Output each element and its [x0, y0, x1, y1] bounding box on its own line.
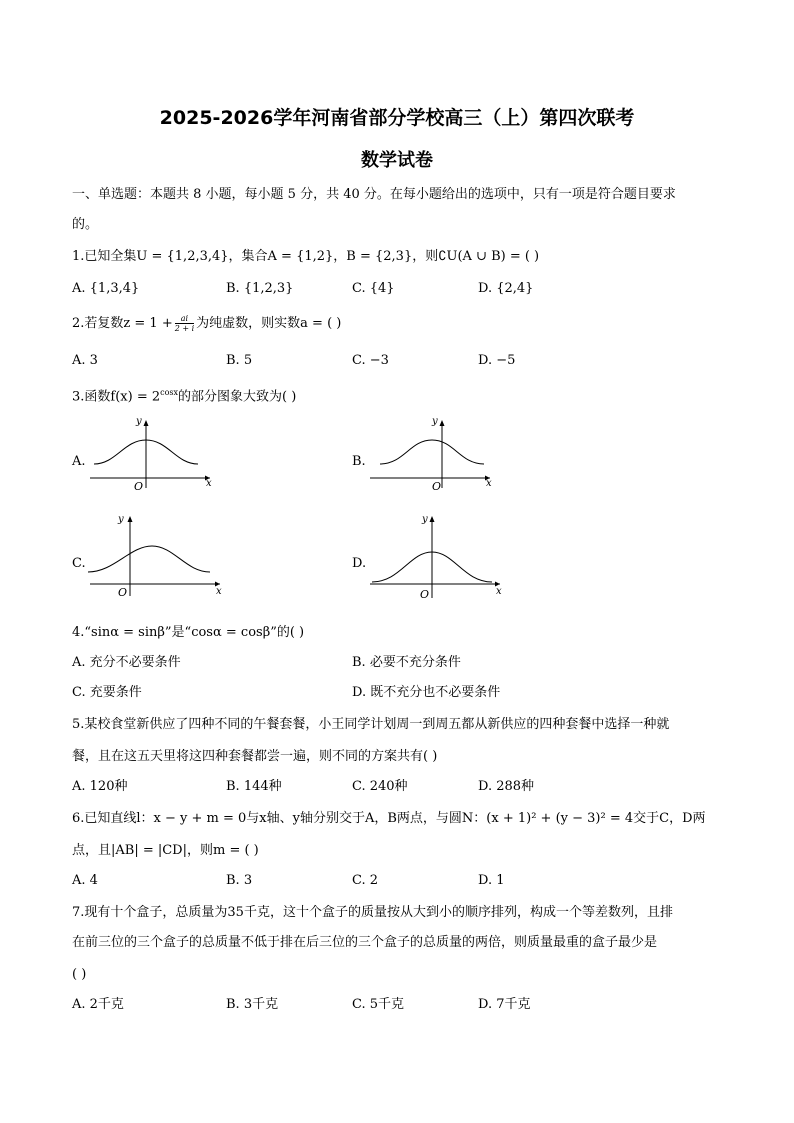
q3-option-a-label[interactable]: A. — [72, 454, 86, 469]
exam-title: 2025-2026学年河南省部分学校高三（上）第四次联考 — [159, 107, 635, 129]
q4-option-a[interactable]: A. 充分不必要条件 — [72, 655, 181, 670]
q6-option-a[interactable]: A. 4 — [72, 873, 98, 888]
q4-option-c[interactable]: C. 充要条件 — [72, 685, 142, 700]
question-7-cont: 在前三位的三个盒子的总质量不低于排在后三位的三个盒子的总质量的两倍，则质量最重的盒子最少是 — [72, 935, 658, 950]
q3-exponent: cosx — [160, 388, 179, 397]
question-4: 4.“sinα = sinβ”是“cosα = cosβ”的( ) — [72, 625, 305, 640]
q6-option-d[interactable]: D. 1 — [478, 873, 505, 888]
q3-graph-b[interactable] — [366, 412, 496, 492]
q1-option-d[interactable]: D. {2,4} — [478, 281, 534, 296]
question-6-cont: 点，且|AB| = |CD|，则m = ( ) — [72, 843, 259, 858]
q3-option-d-label[interactable]: D. — [352, 556, 367, 571]
y-axis-arrow — [430, 516, 435, 522]
q5-option-b[interactable]: B. 144种 — [226, 779, 282, 794]
q2-fraction — [175, 314, 194, 333]
question-7-blank: ( ) — [72, 967, 87, 982]
question-7: 7.现有十个盒子，总质量为35千克，这十个盒子的质量按从大到小的顺序排列，构成一个等差数列，且排 — [72, 905, 673, 920]
q7-option-a[interactable]: A. 2千克 — [72, 997, 124, 1012]
curve — [380, 440, 484, 464]
q2-suffix: 为纯虚数，则实数a = ( ) — [196, 316, 342, 331]
q5-option-d[interactable]: D. 288种 — [478, 779, 535, 794]
y-axis-arrow — [128, 516, 133, 522]
q7-option-b[interactable]: B. 3千克 — [226, 997, 279, 1012]
q6-option-c[interactable]: C. 2 — [352, 873, 379, 888]
question-1: 1.已知全集U = {1,2,3,4}，集合A = {1,2}，B = {2,3}，则∁U(A ∪ B) = ( ) — [72, 249, 540, 264]
q1-option-a[interactable]: A. {1,3,4} — [72, 281, 140, 296]
q2-frac-den: 2 + i — [174, 324, 195, 333]
y-axis-arrow — [440, 420, 445, 426]
y-axis-arrow — [144, 420, 149, 426]
q4-option-b[interactable]: B. 必要不充分条件 — [352, 655, 461, 670]
origin-label: O — [420, 588, 430, 600]
q2-prefix: 2.若复数z = 1 + — [72, 316, 173, 331]
q3-graph-c[interactable] — [86, 508, 226, 600]
origin-label: O — [134, 480, 144, 492]
q7-option-d[interactable]: D. 7千克 — [478, 997, 531, 1012]
y-label: y — [118, 514, 124, 525]
q3-option-c-label[interactable]: C. — [72, 556, 86, 571]
q5-option-a[interactable]: A. 120种 — [72, 779, 128, 794]
x-label: x — [206, 478, 212, 489]
q3-option-b-label[interactable]: B. — [352, 454, 366, 469]
q2-option-a[interactable]: A. 3 — [72, 353, 98, 368]
q2-option-b[interactable]: B. 5 — [226, 353, 253, 368]
question-3 — [72, 384, 296, 406]
question-5: 5.某校食堂新供应了四种不同的午餐套餐，小王同学计划周一到周五都从新供应的四种套餐中选择一种就 — [72, 717, 670, 732]
x-label: x — [496, 586, 502, 597]
y-label: y — [432, 416, 438, 427]
question-5-cont: 餐，且在这五天里将这四种套餐都尝一遍，则不同的方案共有( ) — [72, 749, 438, 764]
q2-frac-num: ai — [175, 314, 194, 324]
origin-label: O — [432, 480, 442, 492]
question-2 — [72, 314, 341, 333]
q2-option-d[interactable]: D. −5 — [478, 353, 516, 368]
q4-option-d[interactable]: D. 既不充分也不必要条件 — [352, 685, 501, 700]
origin-label: O — [118, 586, 128, 599]
y-label: y — [422, 514, 428, 525]
section-instruction-cont: 的。 — [72, 217, 99, 232]
exam-subtitle: 数学试卷 — [361, 150, 433, 171]
y-label: y — [136, 416, 142, 427]
x-label: x — [216, 586, 222, 597]
q5-option-c[interactable]: C. 240种 — [352, 779, 408, 794]
curve — [88, 546, 210, 572]
q2-option-c[interactable]: C. −3 — [352, 353, 389, 368]
q6-option-b[interactable]: B. 3 — [226, 873, 253, 888]
q3-suffix: 的部分图象大致为( ) — [178, 389, 297, 405]
q3-graph-d[interactable] — [366, 508, 506, 600]
q3-graph-a[interactable] — [86, 412, 216, 492]
section-instruction: 一、单选题：本题共 8 小题，每小题 5 分，共 40 分。在每小题给出的选项中，只有一项是符合题目要求 — [72, 187, 676, 202]
x-label: x — [486, 478, 492, 489]
question-6: 6.已知直线l：x − y + m = 0与x轴、y轴分别交于A，B两点，与圆N：(x + 1)² + (y − 3)² = 4交于C，D两 — [72, 811, 706, 826]
q1-option-b[interactable]: B. {1,2,3} — [226, 281, 294, 296]
q7-option-c[interactable]: C. 5千克 — [352, 997, 405, 1012]
q3-prefix: 3.函数f(x) = 2 — [72, 389, 161, 405]
q1-option-c[interactable]: C. {4} — [352, 281, 395, 296]
